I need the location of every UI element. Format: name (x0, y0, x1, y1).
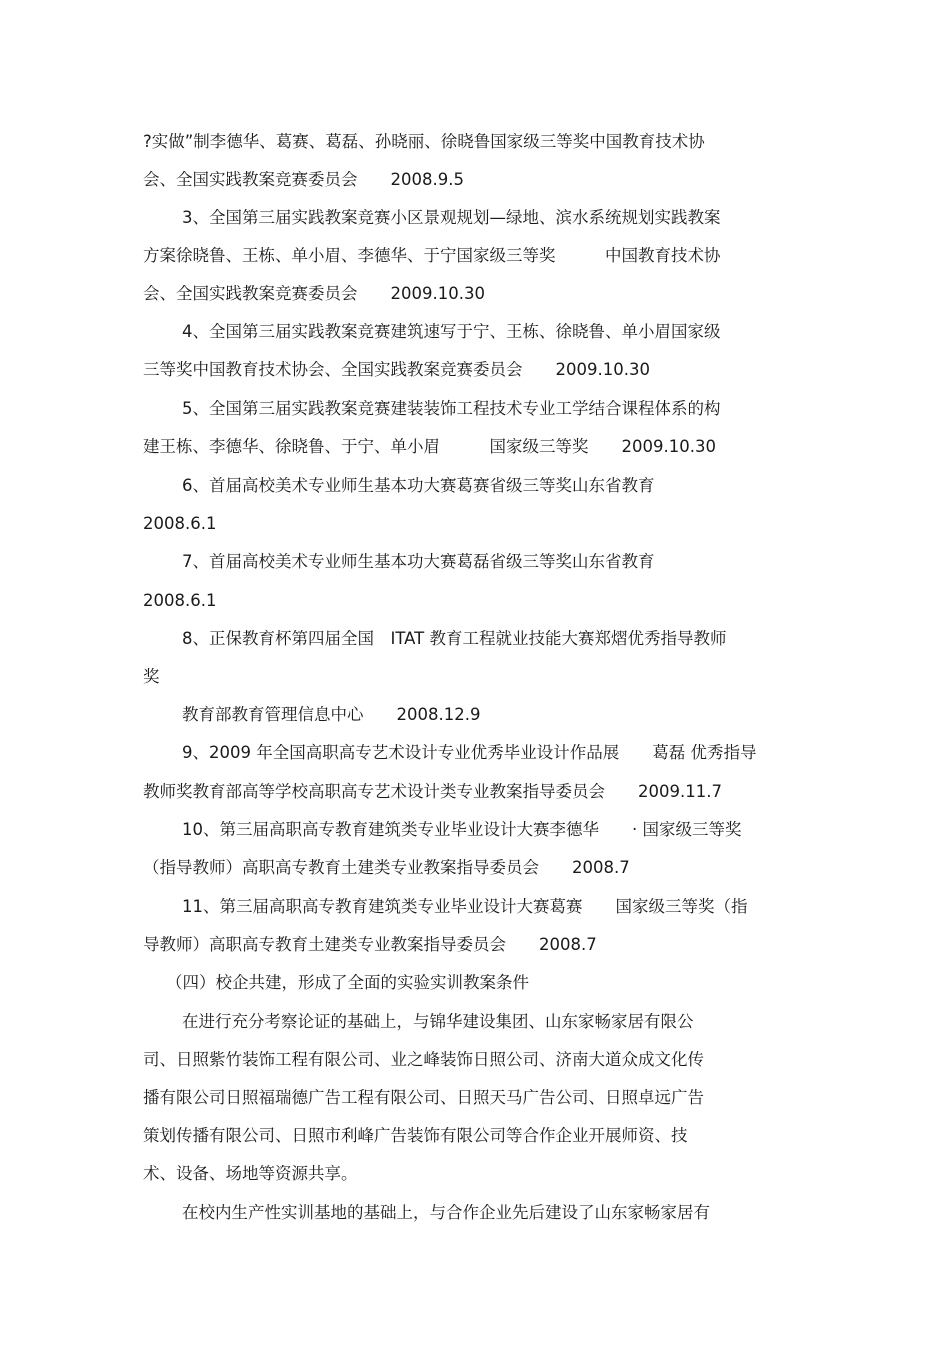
text-line: 奖 (143, 667, 160, 686)
text-line: 教师奖教育部高等学校高职高专艺术设计类专业教案指导委员会 2009.11.7 (143, 782, 722, 801)
text-line: 导教师）高职高专教育土建类专业教案指导委员会 2008.7 (143, 935, 597, 954)
text-line: 教育部教育管理信息中心 2008.12.9 (182, 705, 481, 724)
text-line: 司、日照紫竹装饰工程有限公司、业之峰装饰日照公司、济南大道众成文化传 (143, 1050, 704, 1069)
text-line: 建王栋、李德华、徐晓鲁、于宁、单小眉 国家级三等奖 2009.10.30 (143, 437, 716, 456)
text-line: 9、2009 年全国高职高专艺术设计专业优秀毕业设计作品展 葛磊 优秀指导 (182, 743, 757, 762)
text-line: 5、全国第三届实践教案竞赛建装装饰工程技术专业工学结合课程体系的构 (182, 399, 721, 418)
text-line: 7、首届高校美术专业师生基本功大赛葛磊省级三等奖山东省教育 (182, 552, 655, 571)
text-line: 在校内生产性实训基地的基础上，与合作企业先后建设了山东家畅家居有 (182, 1203, 710, 1222)
text-line: 在进行充分考察论证的基础上，与锦华建设集团、山东家畅家居有限公 (182, 1012, 694, 1031)
section-heading: （四）校企共建，形成了全面的实验实训教案条件 (166, 973, 529, 992)
text-line: ?实做”制李德华、葛赛、葛磊、孙晓丽、徐晓鲁国家级三等奖中国教育技术协 (143, 132, 705, 151)
text-line: 3、全国第三届实践教案竞赛小区景观规划—绿地、滨水系统规划实践教案 (182, 208, 721, 227)
text-line: 策划传播有限公司、日照市利峰广告装饰有限公司等合作企业开展师资、技 (143, 1126, 688, 1145)
text-line: （指导教师）高职高专教育土建类专业教案指导委员会 2008.7 (143, 858, 630, 877)
text-line: 2008.6.1 (143, 514, 217, 533)
text-line: 8、正保教育杯第四届全国 ITAT 教育工程就业技能大赛郑熠优秀指导教师 (182, 629, 727, 648)
text-line: 会、全国实践教案竞赛委员会 2008.9.5 (143, 170, 464, 189)
text-line: 2008.6.1 (143, 591, 217, 610)
text-line: 10、第三届高职高专教育建筑类专业毕业设计大赛李德华 · 国家级三等奖 (182, 820, 742, 839)
text-line: 术、设备、场地等资源共享。 (143, 1164, 358, 1183)
text-line: 播有限公司日照福瑞德广告工程有限公司、日照天马广告公司、日照卓远广告 (143, 1088, 704, 1107)
text-line: 三等奖中国教育技术协会、全国实践教案竞赛委员会 2009.10.30 (143, 360, 650, 379)
text-line: 会、全国实践教案竞赛委员会 2009.10.30 (143, 284, 485, 303)
text-line: 11、第三届高职高专教育建筑类专业毕业设计大赛葛赛 国家级三等奖（指 (182, 897, 748, 916)
text-line: 方案徐晓鲁、王栋、单小眉、李德华、于宁国家级三等奖 中国教育技术协 (143, 246, 721, 265)
text-line: 6、首届高校美术专业师生基本功大赛葛赛省级三等奖山东省教育 (182, 476, 655, 495)
text-line: 4、全国第三届实践教案竞赛建筑速写于宁、王栋、徐晓鲁、单小眉国家级 (182, 322, 721, 341)
